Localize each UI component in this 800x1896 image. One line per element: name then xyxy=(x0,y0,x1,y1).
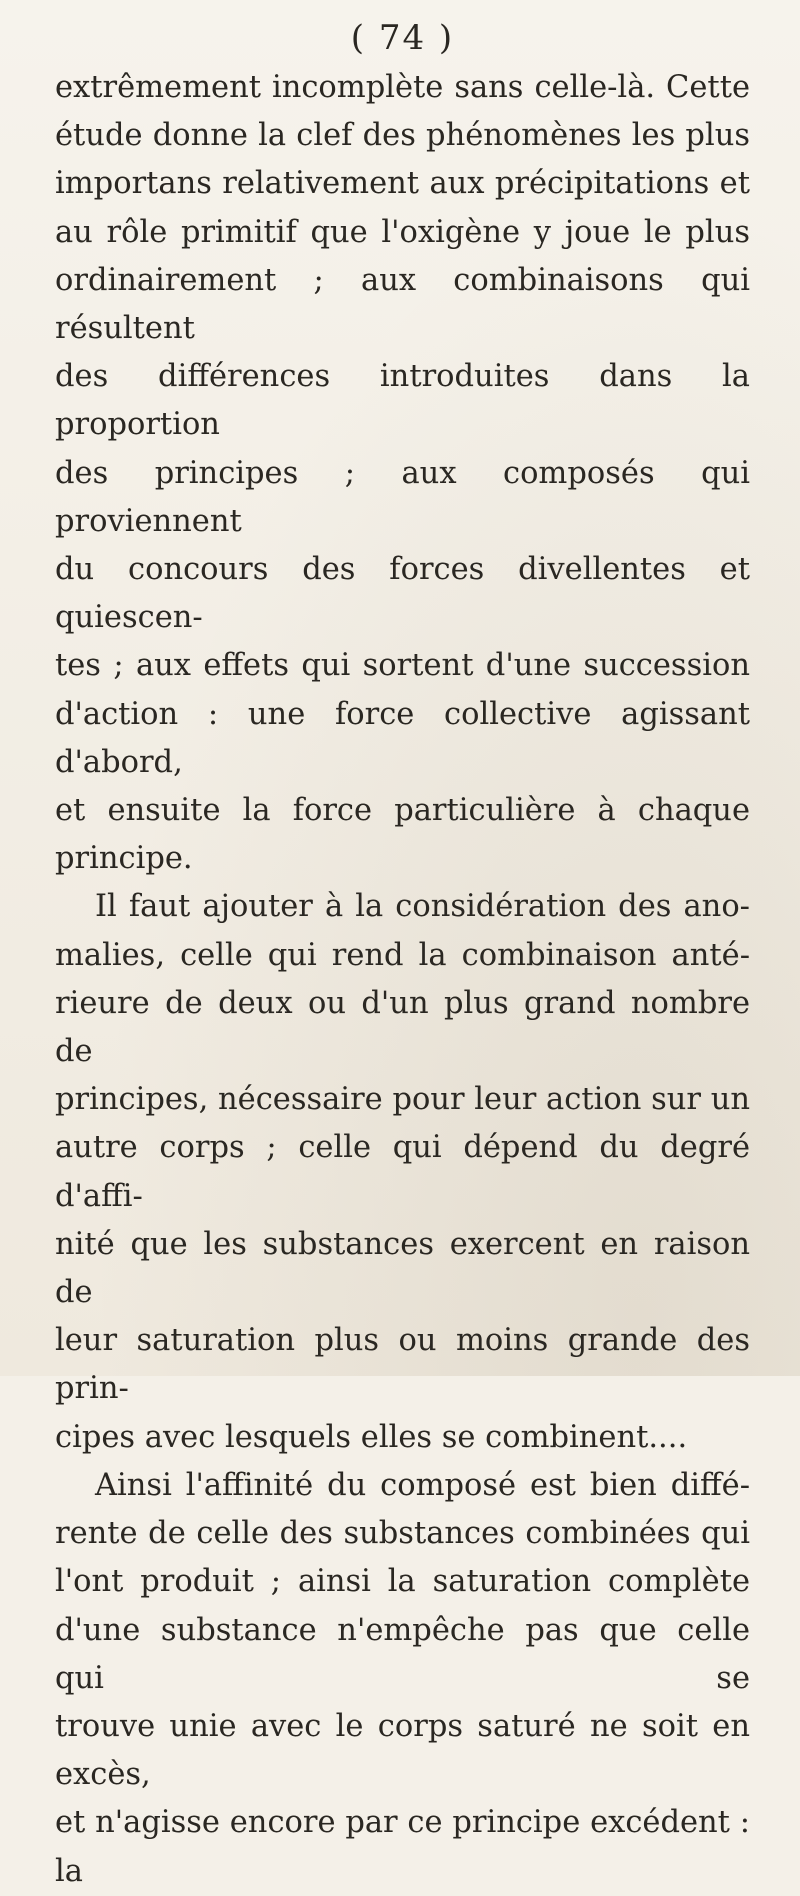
text-line: importans relativement aux précipitations et xyxy=(55,166,750,202)
text-line: l'ont produit ; ainsi la saturation complète xyxy=(55,1564,750,1600)
text-line: tes ; aux effets qui sortent d'une succession xyxy=(55,648,750,684)
text-line: d'une substance n'empêche pas que celle qui se xyxy=(55,1612,750,1696)
text-line: des différences introduites dans la proportion xyxy=(55,359,750,443)
text-line: principe. xyxy=(55,841,193,877)
page-number: ( 74 ) xyxy=(350,18,455,58)
text-line: principes, nécessaire pour leur action sur un xyxy=(55,1082,750,1118)
text-line: nité que les substances exercent en raison de xyxy=(55,1226,750,1311)
text-line: extrêmement incomplète sans celle-là. Cette xyxy=(55,70,750,105)
text-line: rente de celle des substances combinées qui xyxy=(55,1516,750,1552)
text-line: et n'agisse encore par ce principe excédent : la xyxy=(55,1805,750,1889)
text-line: rieure de deux ou d'un plus grand nombre de xyxy=(55,985,750,1070)
text-line: Il faut ajouter à la considération des ano- xyxy=(95,889,750,925)
text-line: du concours des forces divellentes et quiescen- xyxy=(55,552,750,636)
text-line: cipes avec lesquels elles se combinent.... xyxy=(55,1419,688,1455)
text-line: au rôle primitif que l'oxigène y joue le plus xyxy=(55,214,750,250)
text-line: autre corps ; celle qui dépend du degré d'affi- xyxy=(55,1130,750,1214)
text-line: d'action : une force collective agissant d'abord, xyxy=(55,696,750,780)
text-line: trouve unie avec le corps saturé ne soit en excès, xyxy=(55,1708,750,1793)
text-line: ordinairement ; aux combinaisons qui résultent xyxy=(55,262,750,347)
text-line: et ensuite la force particulière à chaque xyxy=(55,793,750,829)
text-line: des principes ; aux composés qui proviennent xyxy=(55,455,750,539)
text-line: leur saturation plus ou moins grande des prin- xyxy=(55,1323,750,1407)
text-line: étude donne la clef des phénomènes les plus xyxy=(55,118,750,154)
text-line: malies, celle qui rend la combinaison anté- xyxy=(55,937,750,973)
text-line: Ainsi l'affinité du composé est bien diffé- xyxy=(95,1467,750,1503)
body-text xyxy=(55,64,750,1896)
